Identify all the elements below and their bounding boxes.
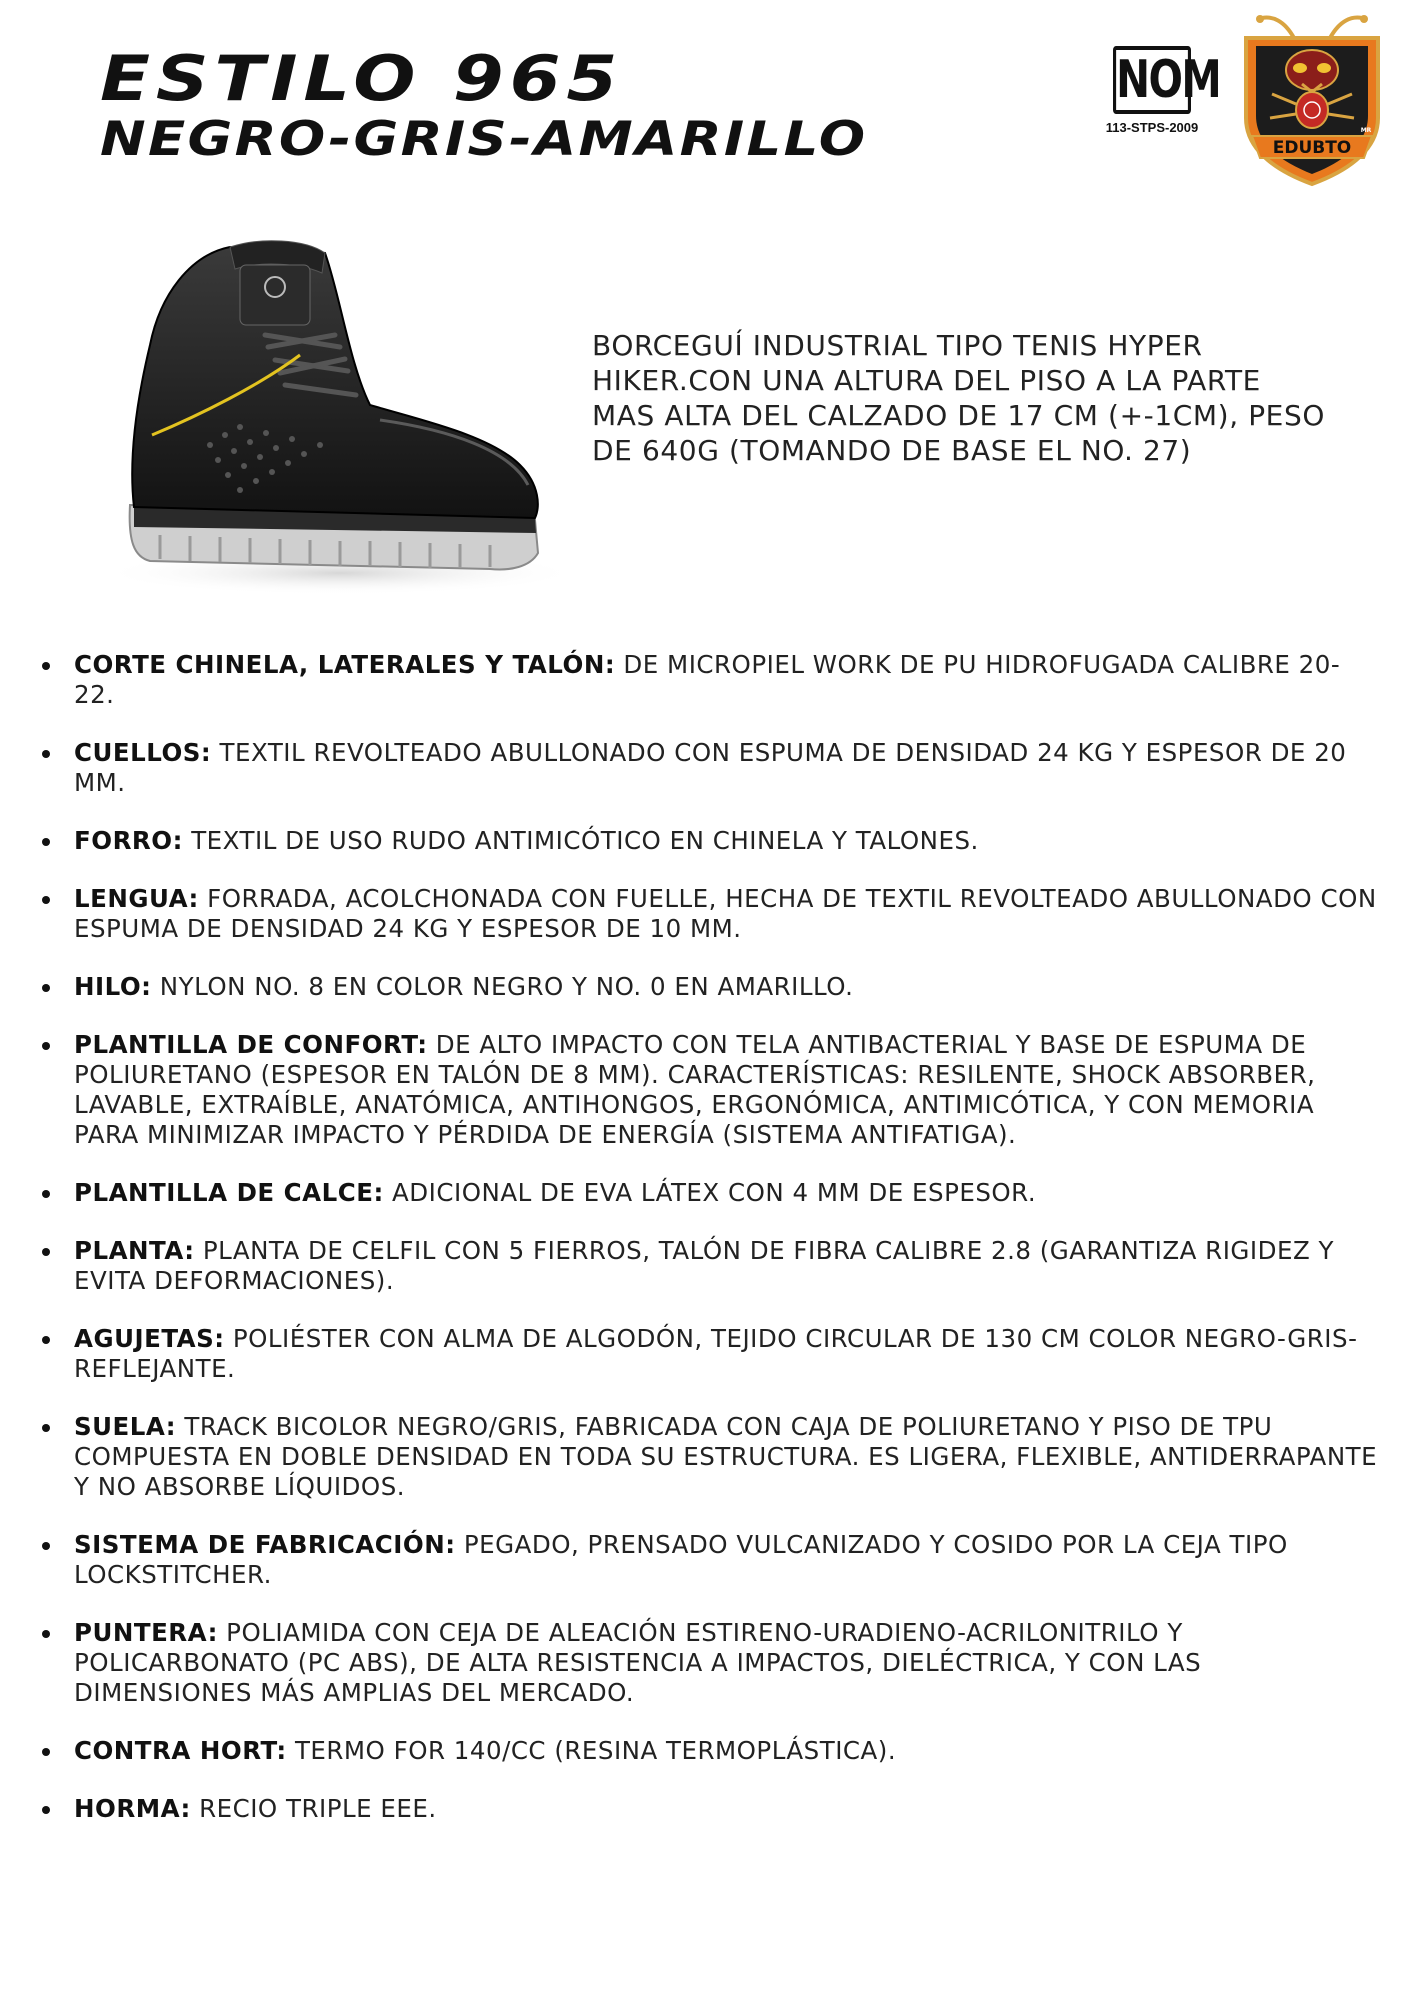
brand-mark: MR — [1360, 127, 1372, 134]
spec-text: TEXTIL DE USO RUDO ANTIMICÓTICO EN CHINELA Y TALONES. — [182, 826, 979, 855]
spec-label: SISTEMA DE FABRICACIÓN: — [74, 1530, 456, 1559]
page-title — [100, 42, 868, 167]
spec-item-forro — [40, 826, 1380, 856]
spec-item-sistema-fabricacion — [40, 1530, 1380, 1590]
spec-text: NYLON NO. 8 EN COLOR NEGRO Y NO. 0 EN AMARILLO. — [151, 972, 854, 1001]
spec-item-lengua — [40, 884, 1380, 944]
spec-text: DE MICROPIEL WORK DE PU HIDROFUGADA CALIBRE 20-22. — [74, 650, 1341, 709]
nom-certification-badge — [1090, 46, 1221, 135]
spec-text: POLIAMIDA CON CEJA DE ALEACIÓN ESTIRENO-URADIENO-ACRILONITRILO Y POLICARBONATO (PC ABS), DE ALTA RESISTENCIA A IMPACTOS, DIELÉCTRICA, Y CON LAS DIMENSIONES MÁS AMPLIAS DEL MERCADO. — [74, 1618, 1202, 1707]
spec-label: HILO: — [74, 972, 152, 1001]
spec-item-planta — [40, 1236, 1380, 1296]
spec-list — [40, 650, 1380, 1852]
title-colors: NEGRO-GRIS-AMARILLO — [100, 112, 868, 167]
spec-label: PLANTA: — [74, 1236, 195, 1265]
spec-label: FORRO: — [74, 826, 183, 855]
product-description: BORCEGUÍ INDUSTRIAL TIPO TENIS HYPER HIKER.CON UNA ALTURA DEL PISO A LA PARTE MAS ALTA DEL CALZADO DE 17 CM (+-1CM), PESO DE 640G (TOMANDO DE BASE EL NO. 27) — [592, 329, 1325, 467]
spec-text: TEXTIL REVOLTEADO ABULLONADO CON ESPUMA DE DENSIDAD 24 KG Y ESPESOR DE 20 MM. — [74, 738, 1347, 797]
spec-item-horma — [40, 1794, 1380, 1824]
edubto-logo — [1232, 8, 1392, 188]
nom-code: 113-STPS-2009 — [1105, 120, 1199, 135]
spec-label: PUNTERA: — [74, 1618, 218, 1647]
title-model: ESTILO 965 — [100, 42, 624, 115]
spec-text: FORRADA, ACOLCHONADA CON FUELLE, HECHA DE TEXTIL REVOLTEADO ABULLONADO CON ESPUMA DE DENSIDAD 24 KG Y ESPESOR DE 10 MM. — [74, 884, 1377, 943]
nom-badge-text: NOM — [1113, 46, 1191, 114]
spec-label: CONTRA HORT: — [74, 1736, 287, 1765]
spec-label: HORMA: — [74, 1794, 191, 1823]
spec-text: PLANTA DE CELFIL CON 5 FIERROS, TALÓN DE FIBRA CALIBRE 2.8 (GARANTIZA RIGIDEZ Y EVITA DEFORMACIONES). — [74, 1236, 1335, 1295]
spec-text: DE ALTO IMPACTO CON TELA ANTIBACTERIAL Y BASE DE ESPUMA DE POLIURETANO (ESPESOR EN TALÓN DE 8 MM). CARACTERÍSTICAS: RESILENTE, SHOCK ABSORBER, LAVABLE, EXTRAÍBLE, ANATÓMICA, ANTIHONGOS, ERGONÓMICA, ANTIMICÓTICA, Y CON MEMORIA PARA MINIMIZAR IMPACTO Y PÉRDIDA DE ENERGÍA (SISTEMA ANTIFATIGA). — [74, 1030, 1316, 1149]
spec-text: TERMO FOR 140/CC (RESINA TERMOPLÁSTICA). — [286, 1736, 897, 1765]
spec-item-agujetas — [40, 1324, 1380, 1384]
spec-label: CORTE CHINELA, LATERALES Y TALÓN: — [74, 650, 616, 679]
spec-label: PLANTILLA DE CALCE: — [74, 1178, 384, 1207]
spec-text: RECIO TRIPLE EEE. — [190, 1794, 437, 1823]
spec-text: POLIÉSTER CON ALMA DE ALGODÓN, TEJIDO CIRCULAR DE 130 CM COLOR NEGRO-GRIS-REFLEJANTE. — [74, 1324, 1358, 1383]
spec-item-contra-hort — [40, 1736, 1380, 1766]
spec-item-corte — [40, 650, 1380, 710]
safety-boot-image — [90, 235, 560, 595]
spec-text: ADICIONAL DE EVA LÁTEX CON 4 MM DE ESPESOR. — [383, 1178, 1037, 1207]
spec-label: LENGUA: — [74, 884, 199, 913]
spec-label: CUELLOS: — [74, 738, 212, 767]
spec-label: SUELA: — [74, 1412, 177, 1441]
spec-item-plantilla-confort — [40, 1030, 1380, 1150]
spec-item-cuellos — [40, 738, 1380, 798]
spec-text: TRACK BICOLOR NEGRO/GRIS, FABRICADA CON CAJA DE POLIURETANO Y PISO DE TPU COMPUESTA EN DOBLE DENSIDAD EN TODA SU ESTRUCTURA. ES LIGERA, FLEXIBLE, ANTIDERRAPANTE Y NO ABSORBE LÍQUIDOS. — [74, 1412, 1378, 1501]
spec-item-suela — [40, 1412, 1380, 1502]
spec-text: PEGADO, PRENSADO VULCANIZADO Y COSIDO POR LA CEJA TIPO LOCKSTITCHER. — [74, 1530, 1288, 1589]
spec-item-puntera — [40, 1618, 1380, 1708]
spec-label: AGUJETAS: — [74, 1324, 225, 1353]
spec-item-hilo — [40, 972, 1380, 1002]
brand-name: EDUBTO — [1272, 138, 1352, 158]
spec-item-plantilla-calce — [40, 1178, 1380, 1208]
spec-label: PLANTILLA DE CONFORT: — [74, 1030, 428, 1059]
